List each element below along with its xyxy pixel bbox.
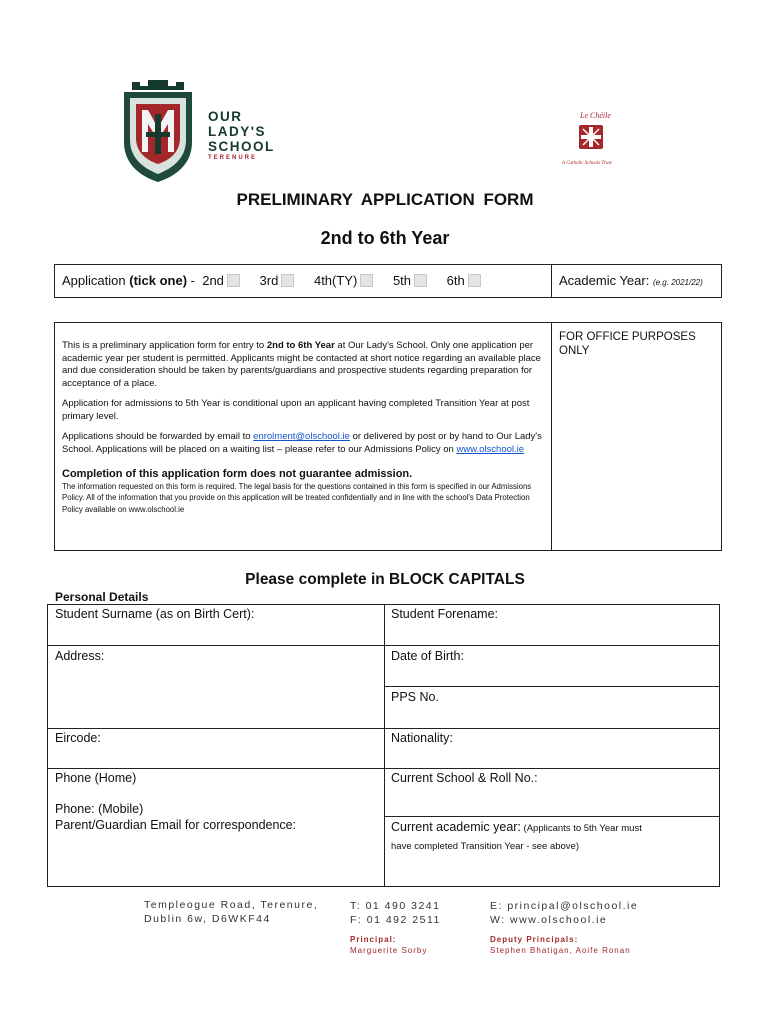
option-3rd-label: 3rd	[259, 273, 279, 288]
footer-address: Templeogue Road, Terenure, Dublin 6w, D6WKF44	[144, 899, 319, 925]
option-5th-checkbox[interactable]	[414, 274, 427, 287]
le-cheile-logo	[560, 108, 622, 168]
info-text	[62, 340, 546, 515]
row-divider	[47, 728, 720, 729]
pps-field[interactable]: PPS No.	[391, 690, 439, 704]
option-6th-checkbox[interactable]	[468, 274, 481, 287]
info-paragraph-3: Applications should be forwarded by email to enrolment@olschool.ie or delivered by post or by hand to Our Lady's School. Applications will be placed on a waiting list – please refer to our Admissions Policy on www.olschool.ie	[62, 431, 542, 455]
option-6th-label: 6th	[446, 273, 465, 288]
row-divider	[384, 816, 720, 817]
phone-mobile-field[interactable]: Phone: (Mobile)	[55, 802, 144, 816]
parent-email-field[interactable]: Parent/Guardian Email for correspondence:	[55, 818, 297, 832]
school-crest-logo	[118, 76, 198, 184]
current-school-field[interactable]: Current School & Roll No.:	[391, 771, 538, 785]
legal-notice: The information requested on this form is required. The legal basis for the questions contained in this form is specified in our Admissions Policy. All of the information that you provide on this application will be treated confidentially and in line with the school's Data Protection Policy available on www.olschool.ie	[62, 481, 532, 514]
info-paragraph-1: This is a preliminary application form for entry to 2nd to 6th Year at Our Lady's School. Only one application per academic year per student is permitted. Applicants might be contacted at short notice regarding an available place and due consideration should be taken by parents/guardians and prospective students regarding preparation for acceptance of a place.	[62, 340, 541, 389]
footer-contact	[490, 899, 638, 927]
current-year-note-2: have completed Transition Year - see above)	[391, 841, 580, 852]
eircode-field[interactable]: Eircode:	[55, 731, 101, 745]
row-divider	[384, 686, 720, 687]
footer-phone: T: 01 490 3241 F: 01 492 2511	[350, 900, 441, 926]
dob-field[interactable]: Date of Birth:	[391, 649, 464, 663]
option-4th-checkbox[interactable]	[360, 274, 373, 287]
divider	[384, 604, 385, 887]
academic-year-example: (e.g. 2021/22)	[652, 278, 703, 287]
divider	[551, 264, 552, 298]
completion-notice: Completion of this application form does not guarantee admission.	[62, 468, 413, 480]
footer-deputy: Deputy Principals: Stephen Bhatigan, Aoife Ronan	[490, 935, 631, 955]
school-name: OUR LADY'S SCHOOL	[208, 109, 275, 154]
application-label: Application	[62, 273, 126, 288]
label-suffix: -	[187, 273, 195, 288]
le-cheile-title: Le Chéile	[580, 111, 611, 120]
nationality-field[interactable]: Nationality:	[391, 731, 453, 745]
website-link[interactable]: www.olschool.ie	[456, 443, 525, 455]
forename-field[interactable]: Student Forename:	[391, 607, 499, 621]
current-year-field[interactable]	[391, 818, 716, 854]
academic-year-label: Academic Year:	[559, 273, 650, 288]
footer-email[interactable]: E: principal@olschool.ie	[490, 900, 639, 912]
footer-principal: Principal: Marguerite Sorby	[350, 935, 428, 955]
application-year-selector	[62, 273, 497, 288]
phone-home-field[interactable]: Phone (Home)	[55, 771, 137, 785]
enrolment-email-link[interactable]: enrolment@olschool.ie	[253, 431, 350, 442]
option-2nd-checkbox[interactable]	[227, 274, 240, 287]
option-5th-label: 5th	[392, 273, 412, 288]
row-divider	[47, 768, 720, 769]
office-use-label: FOR OFFICE PURPOSES ONLY	[559, 331, 696, 357]
block-capitals-instruction: Please complete in BLOCK CAPITALS	[245, 571, 525, 588]
address-field[interactable]: Address:	[55, 649, 105, 663]
option-2nd-label: 2nd	[202, 273, 224, 288]
form-title: PRELIMINARY APPLICATION FORM	[236, 190, 534, 209]
current-year-note: (Applicants to 5th Year must	[520, 823, 642, 834]
divider	[551, 322, 552, 551]
form-subtitle: 2nd to 6th Year	[320, 228, 450, 248]
le-cheile-subtitle: A Catholic Schools Trust	[562, 161, 612, 166]
current-year-label: Current academic year:	[391, 820, 521, 834]
school-location: TERENURE	[208, 155, 258, 161]
row-divider	[47, 645, 720, 646]
tick-one-label: (tick one)	[129, 273, 188, 288]
option-3rd-checkbox[interactable]	[281, 274, 294, 287]
footer-web[interactable]: W: www.olschool.ie	[490, 914, 608, 926]
academic-year-field[interactable]	[559, 273, 703, 288]
option-4th-label: 4th(TY)	[313, 273, 358, 288]
personal-details-heading: Personal Details	[55, 590, 149, 604]
info-paragraph-2: Application for admissions to 5th Year is conditional upon an applicant having completed Transition Year at post primary level.	[62, 398, 530, 422]
surname-field[interactable]: Student Surname (as on Birth Cert):	[55, 607, 255, 621]
